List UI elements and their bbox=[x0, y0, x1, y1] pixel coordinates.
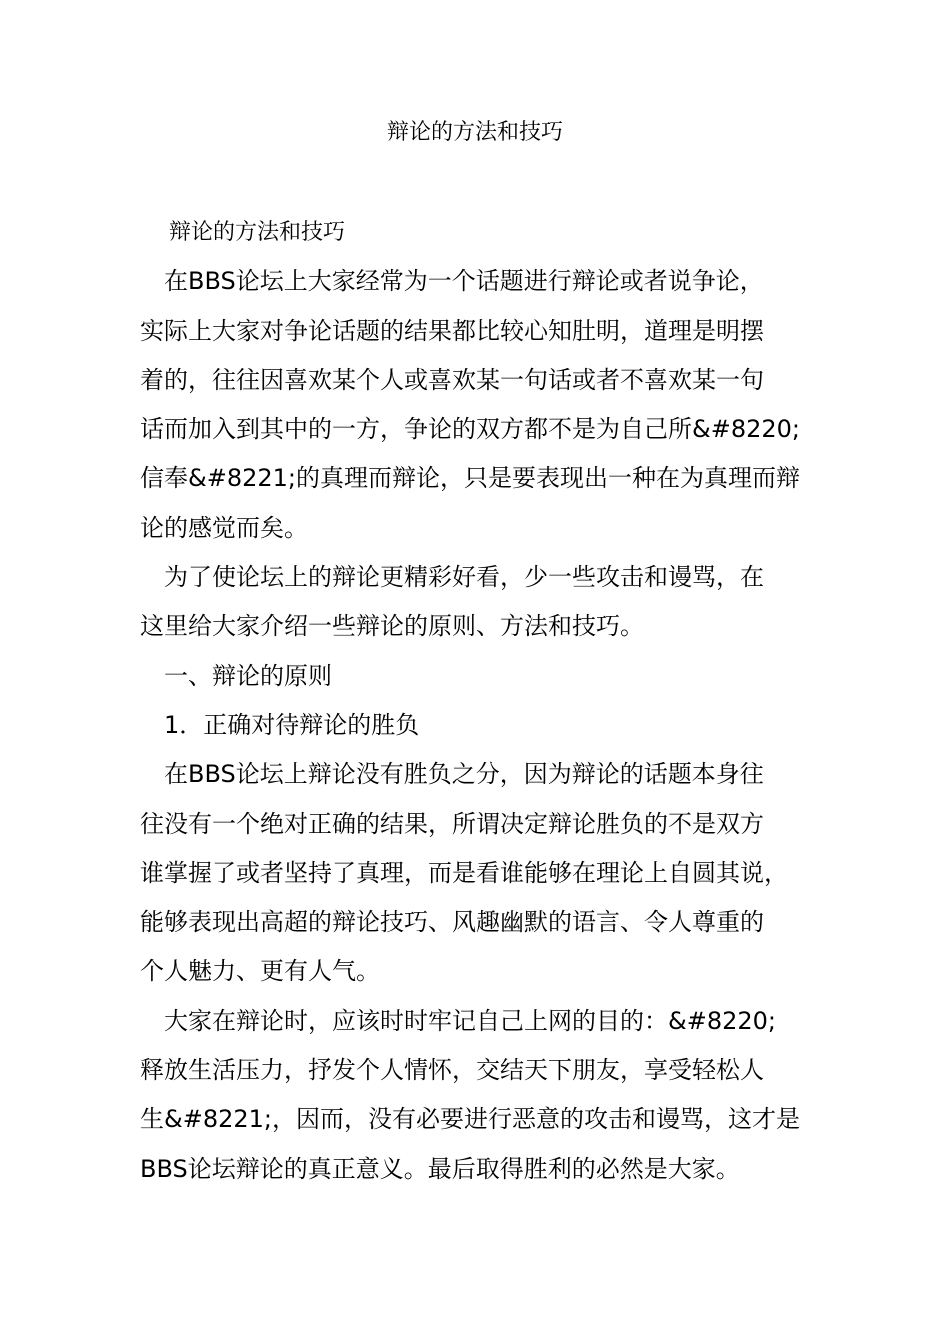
body-line: 能够表现出高超的辩论技巧、风趣幽默的语言、令人尊重的 bbox=[140, 908, 764, 937]
page-title: 辩论的方法和技巧 bbox=[386, 120, 563, 145]
body-line: 在BBS论坛上大家经常为一个话题进行辩论或者说争论， bbox=[140, 267, 764, 296]
subtitle-line: 辩论的方法和技巧 bbox=[140, 220, 345, 245]
body-line: 论的感觉而矣。 bbox=[140, 513, 308, 542]
body-line: 生&#8221;，因而，没有必要进行恶意的攻击和谩骂，这才是 bbox=[140, 1105, 800, 1134]
body-line: 着的，往往因喜欢某个人或喜欢某一句话或者不喜欢某一句 bbox=[140, 365, 764, 394]
body-line: 大家在辩论时，应该时时牢记自己上网的目的：&#8220; bbox=[140, 1006, 776, 1035]
section-heading: 一、辩论的原则 bbox=[140, 661, 332, 690]
body-line: 谁掌握了或者坚持了真理，而是看谁能够在理论上自圆其说， bbox=[140, 858, 788, 887]
document-body bbox=[140, 208, 830, 1194]
body-line: BBS论坛辩论的真正意义。最后取得胜利的必然是大家。 bbox=[140, 1154, 740, 1183]
body-line: 这里给大家介绍一些辩论的原则、方法和技巧。 bbox=[140, 612, 644, 641]
body-line: 实际上大家对争论话题的结果都比较心知肚明，道理是明摆 bbox=[140, 316, 764, 345]
body-line: 往没有一个绝对正确的结果，所谓决定辩论胜负的不是双方 bbox=[140, 809, 764, 838]
body-line: 个人魅力、更有人气。 bbox=[140, 957, 380, 986]
body-line: 为了使论坛上的辩论更精彩好看，少一些攻击和谩骂，在 bbox=[140, 563, 764, 592]
body-line: 在BBS论坛上辩论没有胜负之分，因为辩论的话题本身往 bbox=[140, 760, 764, 789]
body-line: 信奉&#8221;的真理而辩论，只是要表现出一种在为真理而辩 bbox=[140, 464, 800, 493]
body-line: 释放生活压力，抒发个人情怀，交结天下朋友，享受轻松人 bbox=[140, 1056, 764, 1085]
subsection-heading: 1．正确对待辩论的胜负 bbox=[140, 710, 420, 739]
body-line: 话而加入到其中的一方，争论的双方都不是为自己所&#8220; bbox=[140, 415, 800, 444]
